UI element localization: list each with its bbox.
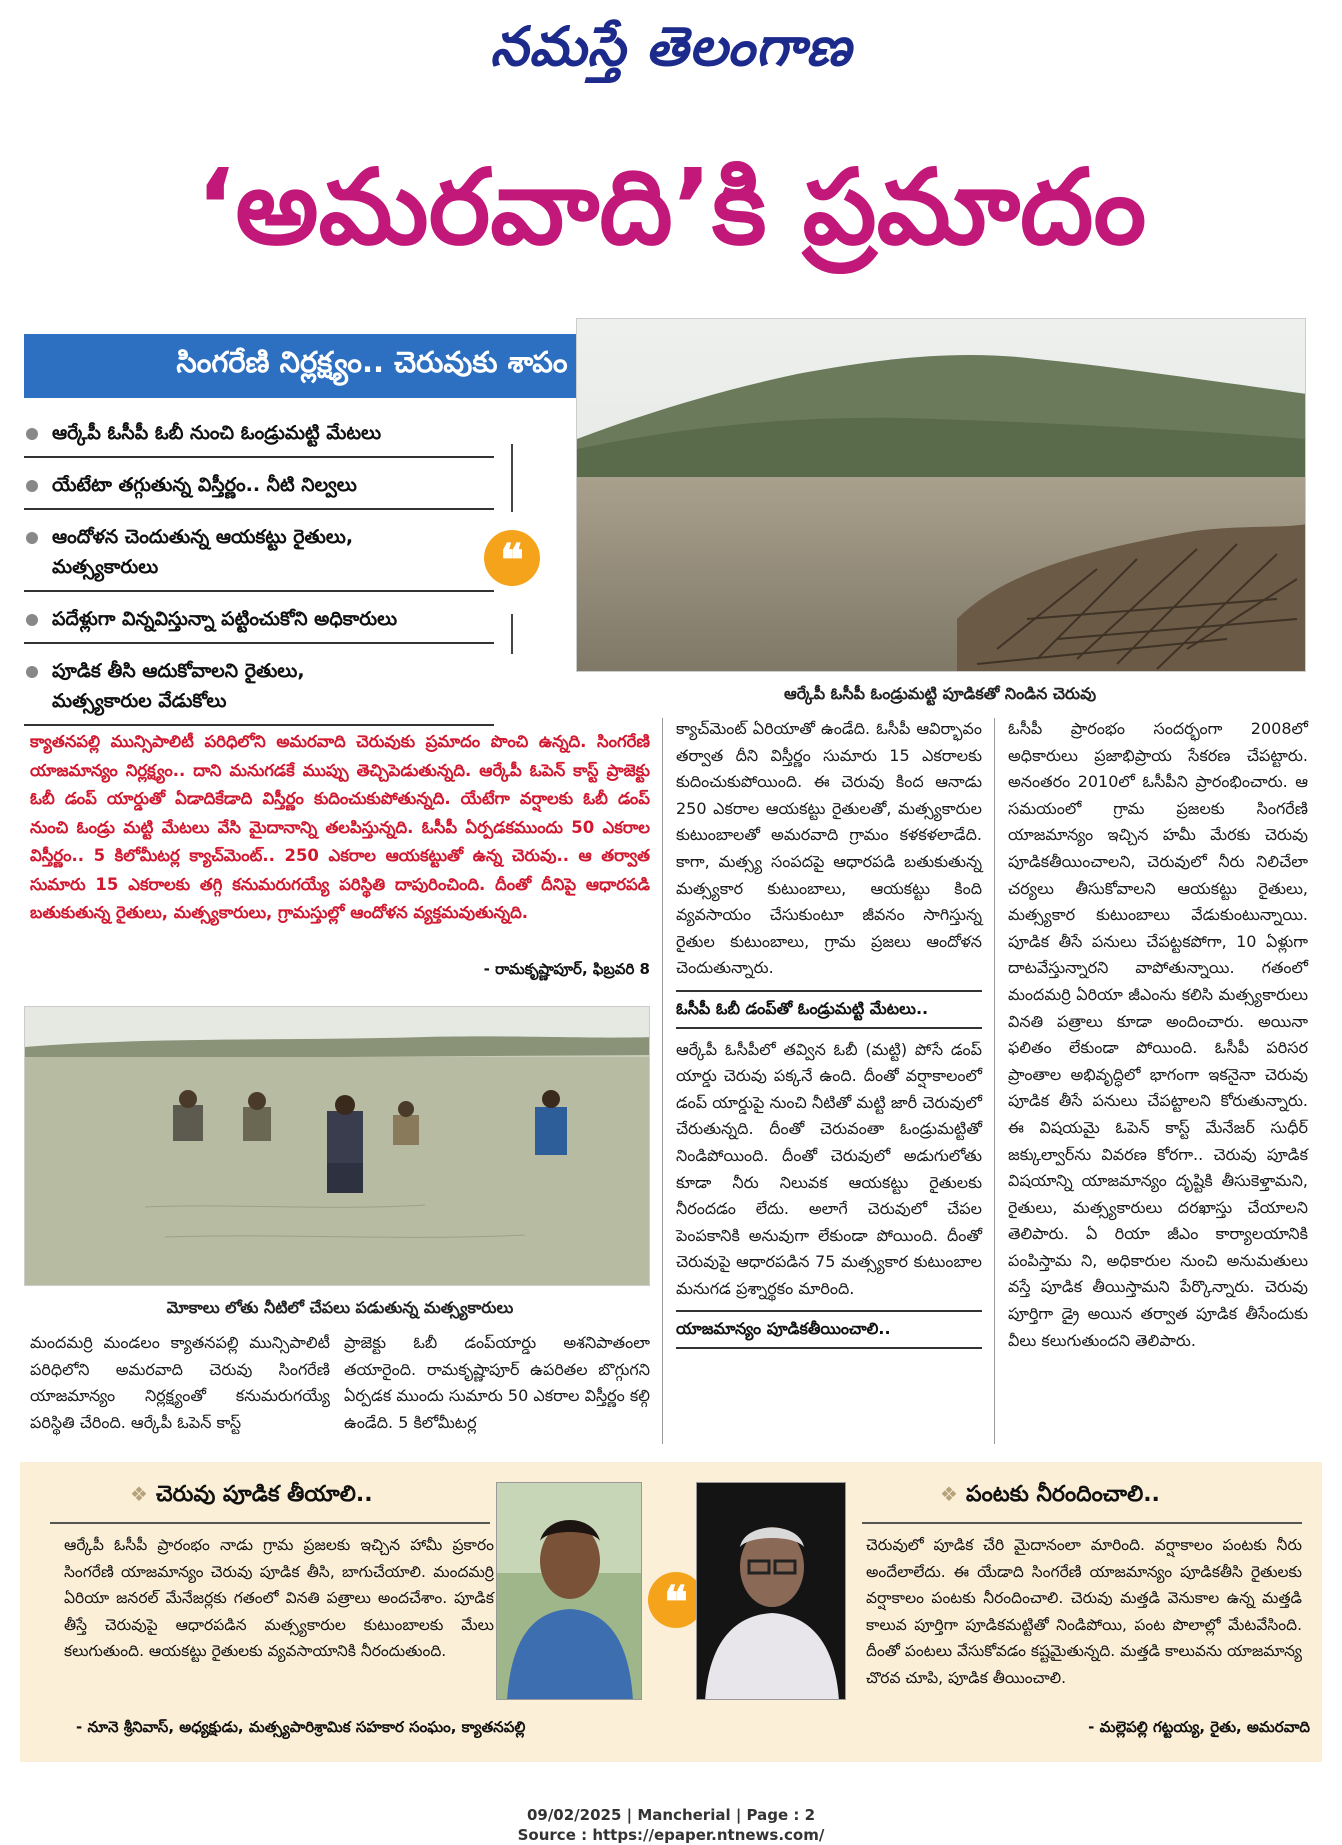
quote-left-text: ఆర్కేపీ ఓసీపీ ప్రారంభం నాడు గ్రామ ప్రజలకు ఇచ్చిన హామీ ప్రకారం సింగరేణి యాజమాన్యం చెరువు పూడిక తీసి, బాగుచేయాలి. మందమర్రి ఏరియా జనరల్ మేనేజర్లకు గతంలో వినతి పత్రాలు అందచేశాం. పూడిక తీస్తే చెరువుపై ఆధారపడిన మత్స్యకారుల కుటుంబాలకు మేలు కలుగుతుంది. ఆయకట్టు రైతులకు వ్యవసాయానికి నీరందుతుంది. — [64, 1536, 494, 1661]
headline-text: ‘అమరవాది’కి ప్రమాదం — [195, 146, 1147, 268]
middle-paragraph-1: క్యాచ్‌మెంట్ ఏరియాతో ఉండేది. ఓసీపీ ఆవిర్భావం తర్వాత దీని విస్తీర్ణం సుమారు 15 ఎకరాలకు కుదించుకుపోయింది. ఈ చెరువు కింద ఆనాడు 250 ఎకరాల ఆయకట్టు రైతులతో, మత్స్యకారుల కుటుంబాలతో అమరవాది గ్రామం కళకళలాడేది. కాగా, మత్స్య సంపదపై ఆధారపడి బతుకుతున్న మత్స్యకార కుటుంబాలు, ఆయకట్టు కింది వ్యవసాయం చేసుకుంటూ జీవనం సాగిస్తున్న రైతుల కుటుంబాలు, గ్రామ ప్రజలు ఆందోళన చెందుతున్నారు. — [676, 719, 982, 978]
quote-right-text: చెరువులో పూడిక చేరి మైదానంలా మారింది. వర్షాకాలం పంటకు నీరు అందేలాలేదు. ఈ యేడాది సింగరేణి యాజమాన్యం పూడికతీసి రైతులకు వర్షాకాలం పంటకు నీరందించాలి. చెరువు మత్తడి వెనుకాల ఉన్న మత్తడి కాలువ పూర్తిగా పూడికమట్టితో నిండిపోయి, పంట పొలాల్లో మేటవేసింది. దీంతో పంటలు వేసుకోవడం కష్టమైతున్నది. మత్తడి కాలువను యాజమాన్య చొరవ చూపి, పూడిక తీయించాలి. — [866, 1536, 1302, 1687]
quote-right-heading — [940, 1482, 1160, 1512]
portrait-gattaiah — [696, 1482, 846, 1700]
quote-mark-icon: ❝ — [648, 1572, 704, 1628]
bullet-item — [24, 598, 494, 644]
page-footer — [0, 1805, 1342, 1845]
intro-paragraph: క్యాతనపల్లి మున్సిపాలిటీ పరిధిలోని అమరవాది చెరువుకు ప్రమాదం పొంచి ఉన్నది. సింగరేణి యాజమాన్యం నిర్లక్ష్యం.. దాని మనుగడకే ముప్పు తెచ్చిపెడుతున్నది. ఆర్కేపీ ఓపెన్ కాస్ట్ ప్రాజెక్టు ఓబీ డంప్ యార్డుతో ఏడాదికేడాది విస్తీర్ణం కుదించుకుపోతున్నది. యేటేగా వర్షాలకు ఓబీ డంప్ నుంచి ఓండ్రు మట్టి మేటలు వేసి మైదానాన్ని తలపిస్తున్నది. ఓసీపీ ఏర్పడకముందు 50 ఎకరాల విస్తీర్ణం.. 5 కిలోమీటర్ల క్యాచ్‌మెంట్.. 250 ఎకరాల ఆయకట్టుతో ఉన్న చెరువు.. ఆ తర్వాత సుమారు 15 ఎకరాలకు తగ్గి కనుమరుగయ్యే పరిస్థితి దాపురించింది. దీంతో దీనిపై ఆధారపడి బతుకుతున్న రైతులు, మత్స్యకారులు, గ్రామస్తుల్లో ఆందోళన వ్యక్తమవుతున్నది. — [30, 732, 650, 922]
diamond-icon: ❖ — [940, 1482, 958, 1506]
portrait-srinivas — [496, 1482, 642, 1700]
bottom-left-paragraph-1: మందమర్రి మండలం క్యాతనపల్లి మున్సిపాలిటీ పరిధిలోని అమరవాది చెరువు సింగరేణి యాజమాన్యం నిర్లక్ష్యంతో కనుమరుగయ్యే పరిస్థితి చేరింది. ఆర్కేపీ ఓపెన్ కాస్ట్ — [30, 1333, 330, 1432]
bullet-item — [24, 464, 494, 510]
bullet-item — [24, 516, 494, 592]
intro-dateline: - రామకృష్ణాపూర్, ఫిబ్రవరి 8 — [483, 960, 650, 978]
bullet-text: పదేళ్లుగా విన్నవిస్తున్నా పట్టించుకోని అధికారులు — [52, 608, 398, 630]
quote-divider-line — [511, 444, 513, 512]
masthead — [0, 14, 1342, 94]
bottom-left-paragraph-2: ప్రాజెక్టు ఓబీ డంప్‌యార్డు అశనిపాతంలా తయారైంది. రామకృష్ణాపూర్ ఉపరితల బొగ్గుగని ఏర్పడక ముందు సుమారు 50 ఎకరాల విస్తీర్ణం కల్గి ఉండేది. 5 కిలోమీటర్ల — [344, 1333, 650, 1432]
bottom-left-column-1 — [30, 1330, 330, 1436]
quote-right-rule — [862, 1522, 1302, 1524]
sub-banner-text: సింగరేణి నిర్లక్ష్యం.. చెరువుకు శాపం — [176, 345, 568, 379]
masthead-title: నమస్తే తెలంగాణ — [490, 14, 852, 78]
column-divider — [994, 718, 995, 1444]
bullet-dot-icon — [26, 532, 38, 544]
bullet-list — [24, 412, 494, 732]
middle-paragraph-2: ఆర్కేపీ ఓసీపీలో తవ్విన ఓబీ (మట్టి) పోసే డంప్ యార్డు చెరువు పక్కనే ఉంది. దీంతో వర్షాకాలంలో డంప్ యార్డుపై నుంచి నీటితో మట్టి జారీ చెరువులో చేరుతున్నది. దీంతో చెరువంతా ఓండ్రుమట్టితో నిండిపోయింది. దీంతో చెరువులో అడుగులోతు కూడా నీరు నిలువక ఆయకట్టు రైతులకు నీరందడం లేదు. అలాగే చెరువులో చేపల పెంపకానికి అనువుగా లేకుండా పోయింది. దీంతో చెరువుపై ఆధారపడిన 75 మత్స్యకార కుటుంబాల మనుగడ ప్రశ్నార్థకం మారింది. — [676, 1039, 982, 1298]
quote-left-credit: - నూనె శ్రీనివాస్, అధ్యక్షుడు, మత్స్యపారిశ్రామిక సహకార సంఘం, క్యాతనపల్లి — [76, 1718, 526, 1736]
bullet-item — [24, 412, 494, 458]
middle-subheading-1: ఓసీపీ ఓబీ డంప్‌తో ఓండ్రుమట్టి మేటలు.. — [676, 990, 982, 1029]
right-column — [1008, 716, 1308, 1354]
quote-left-rule — [50, 1522, 490, 1524]
middle-subheading-2: యాజమాన్యం పూడికతీయించాలి.. — [676, 1310, 982, 1349]
bullet-dot-icon — [26, 614, 38, 626]
quote-left-heading — [130, 1482, 373, 1512]
middle-column — [676, 716, 982, 1357]
quote-right-credit: - మల్లెపల్లి గట్టయ్య, రైతు, అమరవాది — [1088, 1718, 1310, 1736]
bullet-dot-icon — [26, 666, 38, 678]
quotes-panel — [20, 1462, 1322, 1762]
column-divider — [662, 718, 663, 1444]
quote-right-heading-text: పంటకు నీరందించాలి.. — [965, 1482, 1160, 1507]
bullet-text: ఆందోళన చెందుతున్న ఆయకట్టు రైతులు, మత్స్యకారులు — [52, 526, 354, 578]
bullet-item — [24, 650, 494, 726]
quote-left-heading-text: చెరువు పూడిక తీయాలి.. — [155, 1482, 373, 1507]
bullet-dot-icon — [26, 428, 38, 440]
lake-photo — [576, 318, 1306, 672]
headline — [20, 122, 1322, 292]
fishermen-photo — [24, 1006, 650, 1286]
bullet-text: పూడిక తీసి ఆదుకోవాలని రైతులు, మత్స్యకారుల వేడుకోలు — [52, 660, 305, 712]
bullet-dot-icon — [26, 480, 38, 492]
right-paragraph-1: ఓసీపీ ప్రారంభం సందర్భంగా 2008లో అధికారులు ప్రజాభిప్రాయ సేకరణ చేపట్టారు. అనంతరం 2010లో ఓసీపీని ప్రారంభించారు. ఆ సమయంలో గ్రామ ప్రజలకు సింగరేణి యాజమాన్యం ఇచ్చిన హమీ మేరకు చెరువు పూడికతీయించాలని, చెరువులో నీరు నిలిచేలా చర్యలు తీసుకోవాలని ఆయకట్టు రైతులు, మత్స్యకార కుటుంబాలు వేడుకుంటున్నాయి. పూడిక తీసే పనులు చేపట్టకపోగా, 10 ఏళ్లుగా దాటవేస్తున్నారని వాపోతున్నాయి. గతంలో మందమర్రి ఏరియా జీఎంను కలిసి మత్స్యకారులు వినతి పత్రాలు కూడా అందించారు. అయినా ఫలితం లేకుండా పోయింది. ఓసీపీ పరిసర ప్రాంతాల అభివృద్ధిలో భాగంగా ఇకనైనా చెరువు పూడిక తీసే పనులు చేపట్టాలని కోరుతున్నారు. ఈ విషయమై ఓపెన్ కాస్ట్ మేనేజర్ సుధీర్ జక్కుల్వార్‌ను వివరణ కోరగా.. చెరువు పూడిక విషయాన్ని యాజమాన్యం దృష్టికి తీసుకెళ్తామని, రైతులు, మత్స్యకారులు దరఖాస్తు చేయాలని తెలిపారు. ఏ రియా జీఎం కార్యాలయానికి పంపిస్తామ ని, అధికారుల నుంచి అనుమతులు వస్తే పూడిక తీయిస్తామని పేర్కొన్నారు. చెరువు పూర్తిగా డ్రై అయిన తర్వాత పూడిక తీసేందుకు వీలు కలుగుతుందని తెలిపారు. — [1008, 719, 1308, 1350]
footer-dateline: 09/02/2025 | Mancherial | Page : 2 — [526, 1806, 816, 1824]
bottom-left-column-2 — [344, 1330, 650, 1436]
footer-source: Source : https://epaper.ntnews.com/ — [517, 1826, 825, 1844]
fishermen-photo-caption: మోకాలు లోతు నీటిలో చేపలు పడుతున్న మత్స్యకారులు — [166, 1298, 514, 1317]
bullet-text: ఆర్కేపీ ఓసీపీ ఓబీ నుంచి ఓండ్రుమట్టి మేటలు — [52, 422, 382, 444]
lake-photo-caption: ఆర్కేపీ ఓసీపీ ఓండ్రుమట్టి పూడికతో నిండిన చెరువు — [783, 684, 1097, 703]
diamond-icon: ❖ — [130, 1482, 148, 1506]
quote-divider-line — [511, 614, 513, 654]
bullet-text: యేటేటా తగ్గుతున్న విస్తీర్ణం.. నీటి నిల్వలు — [52, 474, 357, 496]
quote-mark-icon: ❝ — [484, 530, 540, 586]
